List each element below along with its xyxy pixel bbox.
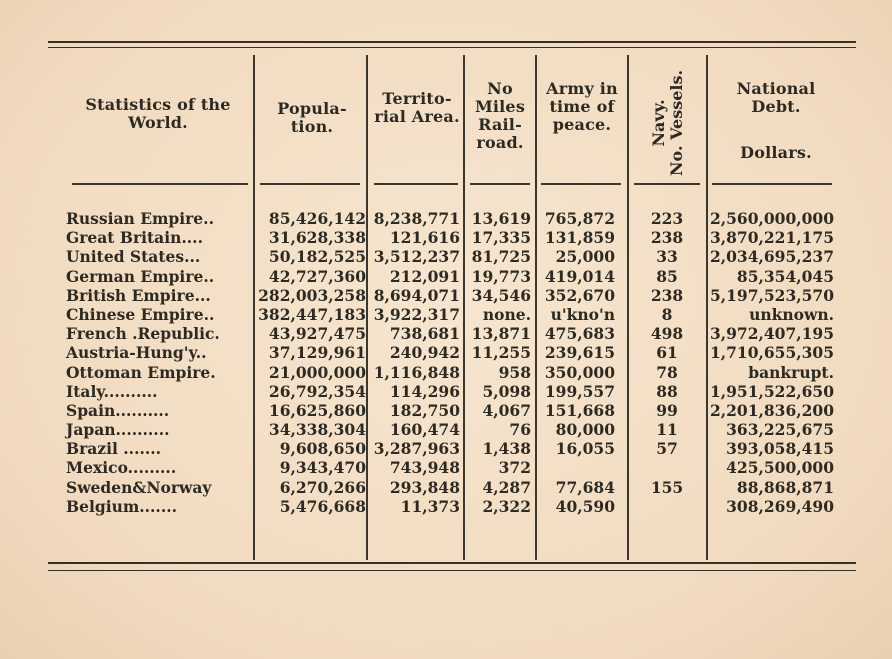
cell-navy: 78 [656, 362, 678, 382]
cell-population: 5,476,668 [279, 496, 366, 516]
cell-army: 765,872 [544, 209, 615, 228]
cell-debt: 2,201,836,200 [709, 400, 834, 420]
header-underline-railroad [470, 183, 530, 185]
cell-navy: 238 [650, 285, 684, 305]
cell-navy: 85 [656, 266, 678, 286]
header-navy-line1: Navy. [649, 99, 668, 147]
bottom-rule [48, 562, 856, 564]
column-navy [630, 209, 704, 516]
cell-navy: 8 [661, 304, 673, 324]
divider-navy [627, 55, 629, 560]
cell-debt: 2,034,695,237 [709, 247, 834, 267]
cell-country: French .Republic. [66, 324, 220, 344]
cell-army: 350,000 [544, 362, 615, 382]
cell-navy: 88 [656, 381, 678, 401]
cell-country: German Empire.. [66, 266, 215, 286]
cell-population: 43,927,475 [268, 324, 366, 344]
cell-country: British Empire... [66, 285, 211, 305]
header-area: Territo-rial Area. [374, 89, 460, 126]
cell-navy: 57 [656, 439, 678, 459]
cell-army: 16,055 [555, 439, 615, 459]
cell-population: 31,628,338 [268, 228, 366, 248]
cell-population: 85,426,142 [268, 209, 366, 228]
column-debt [708, 209, 834, 516]
cell-debt: bankrupt. [748, 362, 834, 382]
cell-army: 199,557 [544, 381, 615, 401]
cell-population: 382,447,183 [258, 304, 366, 324]
cell-area: 121,616 [389, 228, 460, 248]
cell-debt: 308,269,490 [726, 496, 834, 516]
cell-population: 9,343,470 [279, 458, 366, 478]
header-underline-country [72, 183, 248, 185]
cell-area: 212,091 [389, 266, 460, 286]
cell-country: Great Britain.... [66, 228, 203, 248]
cell-debt: 5,197,523,570 [709, 285, 834, 305]
cell-navy: 223 [650, 209, 684, 228]
header-underline-army [541, 183, 621, 185]
column-railroad [464, 209, 531, 516]
cell-navy: 33 [656, 247, 678, 267]
cell-railroad: 13,619 [471, 209, 531, 228]
divider-army [535, 55, 537, 560]
cell-area: 11,373 [400, 496, 460, 516]
header-population: Popula-tion. [277, 99, 347, 136]
cell-country: Belgium....... [66, 496, 178, 516]
cell-area: 743,948 [389, 458, 460, 478]
column-area [368, 209, 460, 516]
cell-area: 3,922,317 [373, 304, 460, 324]
cell-navy [630, 458, 704, 477]
cell-area: 293,848 [389, 477, 460, 497]
cell-population: 34,338,304 [268, 420, 366, 440]
cell-debt: 2,560,000,000 [709, 209, 834, 228]
cell-area: 8,694,071 [373, 285, 460, 305]
cell-railroad: 11,255 [471, 343, 531, 363]
header-debt-unit: Dollars. [740, 143, 812, 162]
cell-population: 6,270,266 [279, 477, 366, 497]
header-debt-title: National Debt. [736, 79, 816, 116]
cell-railroad: 5,098 [482, 381, 531, 401]
cell-army: 352,670 [544, 285, 615, 305]
cell-country: Japan.......... [66, 420, 170, 440]
cell-army: 239,615 [544, 343, 615, 363]
header-railroad: No Miles Rail-road. [474, 79, 526, 152]
cell-population: 26,792,354 [268, 381, 366, 401]
cell-population: 9,608,650 [279, 439, 366, 459]
cell-country: Sweden&Norway [66, 477, 212, 497]
cell-debt: 85,354,045 [736, 266, 834, 286]
cell-area: 182,750 [389, 400, 460, 420]
cell-population: 21,000,000 [268, 362, 366, 382]
cell-army: 419,014 [544, 266, 615, 286]
cell-army: 25,000 [555, 247, 615, 267]
cell-railroad: 4,067 [482, 400, 531, 420]
cell-army: 80,000 [555, 420, 615, 440]
cell-population: 282,003,258 [258, 285, 366, 305]
cell-area: 3,512,237 [373, 247, 460, 267]
cell-country: Russian Empire.. [66, 209, 214, 228]
cell-railroad: 1,438 [482, 439, 531, 459]
cell-army: 131,859 [544, 228, 615, 248]
cell-navy: 238 [650, 228, 684, 248]
cell-navy: 155 [650, 477, 684, 497]
cell-railroad: 19,773 [471, 266, 531, 286]
cell-area: 738,681 [389, 324, 460, 344]
cell-navy [630, 497, 704, 516]
cell-country: Austria-Hung'y.. [66, 343, 207, 363]
cell-railroad: 76 [509, 420, 531, 440]
cell-country: Italy.......... [66, 381, 158, 401]
cell-population: 50,182,525 [268, 247, 366, 267]
header-underline-population [260, 183, 360, 185]
cell-country: Spain.......... [66, 400, 170, 420]
cell-navy: 99 [656, 400, 678, 420]
cell-country: Ottoman Empire. [66, 362, 216, 382]
cell-navy: 61 [656, 343, 678, 363]
cell-railroad: 372 [498, 458, 531, 478]
cell-debt: 88,868,871 [736, 477, 834, 497]
bottom-rule-inner [48, 570, 856, 571]
header-army: Army in time of peace. [546, 79, 618, 134]
cell-railroad: 81,725 [471, 247, 531, 267]
cell-area: 114,296 [389, 381, 460, 401]
cell-debt: 363,225,675 [726, 420, 834, 440]
header-navy-line2: No. Vessels. [667, 69, 686, 177]
cell-area: 1,116,848 [373, 362, 460, 382]
cell-railroad: 4,287 [482, 477, 531, 497]
cell-army: 151,668 [544, 400, 615, 420]
header-underline-area [374, 183, 458, 185]
cell-population: 37,129,961 [268, 343, 366, 363]
cell-debt: unknown. [749, 304, 834, 324]
cell-army: 475,683 [544, 324, 615, 344]
divider-population [253, 55, 255, 560]
cell-railroad: 34,546 [471, 285, 531, 305]
cell-country: Mexico......... [66, 458, 177, 478]
top-rule [48, 41, 856, 43]
cell-navy: 11 [656, 420, 678, 440]
cell-debt: 425,500,000 [726, 458, 834, 478]
cell-debt: 3,972,407,195 [709, 324, 834, 344]
cell-debt: 3,870,221,175 [709, 228, 834, 248]
header-underline-debt [712, 183, 832, 185]
cell-population: 16,625,860 [268, 400, 366, 420]
cell-debt: 1,710,655,305 [709, 343, 834, 363]
cell-railroad: none. [482, 304, 531, 324]
top-rule-inner [48, 47, 856, 48]
cell-area: 8,238,771 [373, 209, 460, 228]
cell-area: 240,942 [389, 343, 460, 363]
cell-country: Chinese Empire.. [66, 304, 215, 324]
cell-army: 40,590 [555, 496, 615, 516]
cell-area: 160,474 [389, 420, 460, 440]
cell-debt: 393,058,415 [726, 439, 834, 459]
cell-population: 42,727,360 [268, 266, 366, 286]
cell-railroad: 2,322 [482, 496, 531, 516]
cell-army [538, 458, 615, 477]
header-country: Statistics of the World. [85, 95, 231, 132]
cell-railroad: 958 [498, 362, 531, 382]
cell-army: u'kno'n [550, 304, 615, 324]
cell-country: Brazil ....... [66, 439, 162, 459]
cell-debt: 1,951,522,650 [709, 381, 834, 401]
column-country [66, 209, 252, 516]
cell-army: 77,684 [555, 477, 615, 497]
cell-area: 3,287,963 [373, 439, 460, 459]
column-army [538, 209, 615, 516]
cell-navy: 498 [650, 324, 684, 344]
column-population [256, 209, 366, 516]
cell-country: United States... [66, 247, 201, 267]
cell-railroad: 13,871 [471, 324, 531, 344]
header-navy [632, 62, 704, 184]
cell-railroad: 17,335 [471, 228, 531, 248]
